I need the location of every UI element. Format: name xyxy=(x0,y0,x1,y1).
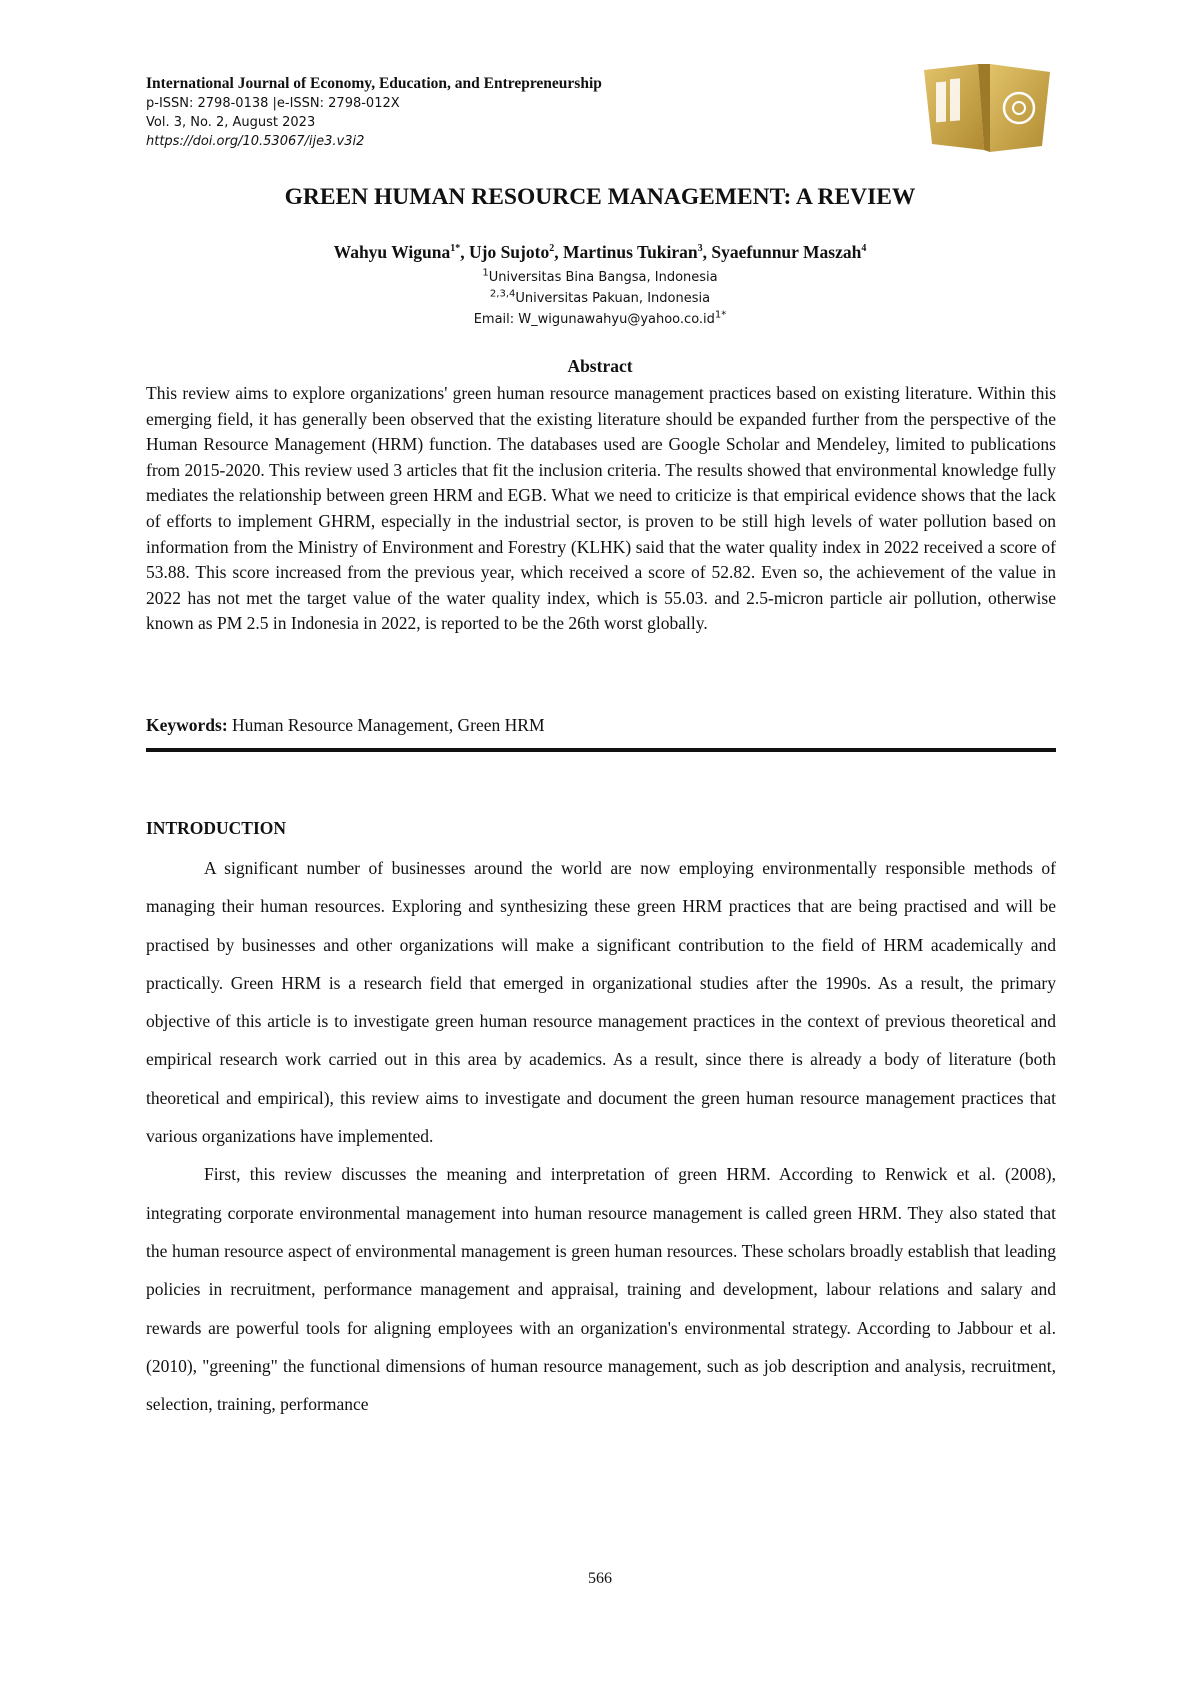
author-list: Wahyu Wiguna$^{1*}$, Ujo Sujoto$^2$, Martinus Tukiran$^3$, Syaefunnur Maszah$^4$ xyxy=(333,242,867,262)
paper-title: GREEN HUMAN RESOURCE MANAGEMENT: A REVIEW xyxy=(284,184,916,210)
affiliation-superscript: 1 xyxy=(482,267,489,279)
section-divider xyxy=(146,748,1056,752)
email-superscript: 1* xyxy=(714,309,727,321)
author-superscript: 2 xyxy=(549,243,555,255)
affiliation-1 xyxy=(0,267,1200,285)
author-name: Ujo Sujoto xyxy=(468,242,550,262)
affiliation-text: Universitas Bina Bangsa, Indonesia xyxy=(488,270,718,285)
keywords-line xyxy=(146,715,545,736)
affiliation-superscript: 2,3,4 xyxy=(489,288,516,300)
author-name: Syaefunnur Maszah xyxy=(711,242,862,262)
journal-issn: p-ISSN: 2798-0138 |e-ISSN: 2798-012X xyxy=(146,96,400,111)
journal-doi-link[interactable]: https://doi.org/10.53067/ije3.v3i2 xyxy=(146,134,365,149)
corresponding-email xyxy=(0,309,1200,327)
journal-title: International Journal of Economy, Education, and Entrepreneurship xyxy=(146,75,602,92)
author-name: Wahyu Wiguna xyxy=(333,242,451,262)
abstract-body: This review aims to explore organizations' green human resource management practices based on existing literature. Within this emerging field, it has generally been observed that the existing literature should be expanded further from the perspective of the Human Resource Management (HRM) function. The databases used are Google Scholar and Mendeley, limited to publications from 2015-2020. This review used 3 articles that fit the inclusion criteria. The results showed that environmental knowledge fully mediates the relationship between green HRM and EGB. What we need to criticize is that empirical evidence shows that the lack of efforts to implement GHRM, especially in the industrial sector, is proven to be still high levels of water pollution based on information from the Ministry of Environment and Forestry (KLHK) said that the water quality index in 2022 received a score of 53.88. This score increased from the previous year, which received a score of 52.82. Even so, the achievement of the value in 2022 has not met the target value of the water quality index, which is 55.03. and 2.5-micron particle air pollution, otherwise known as PM 2.5 in Indonesia in 2022, is reported to be the 26th worst globally. xyxy=(146,383,1056,634)
author-name: Martinus Tukiran xyxy=(562,242,698,262)
introduction-paragraph: A significant number of businesses around the world are now employing environmentally responsible methods of managing their human resources. Exploring and synthesizing these green HRM practices that are being practised and will be practised by businesses and other organizations will make a significant contribution to the field of HRM academically and practically. Green HRM is a research field that emerged in organizational studies after the 1990s. As a result, the primary objective of this article is to investigate green human resource management practices in the context of previous theoretical and empirical research work carried out in this area by academics. As a result, since there is already a body of literature (both theoretical and empirical), this review aims to investigate and document the green human resource management practices that various organizations have implemented. xyxy=(146,858,1056,1147)
journal-header xyxy=(146,74,846,151)
introduction-body xyxy=(146,849,1056,1423)
author-superscript: 1* xyxy=(450,243,461,255)
author-superscript: 4 xyxy=(861,243,867,255)
introduction-heading: INTRODUCTION xyxy=(146,818,287,838)
author-superscript: 3 xyxy=(697,243,703,255)
email-text[interactable]: Email: W_wigunawahyu@yahoo.co.id xyxy=(473,312,715,327)
affiliation-text: Universitas Pakuan, Indonesia xyxy=(515,291,711,306)
keywords-label: Keywords: xyxy=(146,715,228,735)
journal-volume: Vol. 3, No. 2, August 2023 xyxy=(146,115,316,130)
introduction-paragraph: First, this review discusses the meaning and interpretation of green HRM. According to Renwick et al. (2008), integrating corporate environmental management into human resource management is called green HRM. They also stated that the human resource aspect of environmental management is green human resources. These scholars broadly establish that leading policies in recruitment, performance management and appraisal, training and development, labour relations and salary and rewards are powerful tools for aligning employees with an organization's environmental strategy. According to Jabbour et al. (2010), "greening" the functional dimensions of human resource management, such as job description and analysis, recruitment, selection, training, performance xyxy=(146,1164,1056,1415)
journal-book-logo xyxy=(918,62,1056,154)
page-number: 566 xyxy=(588,1570,612,1587)
abstract-heading: Abstract xyxy=(567,356,633,376)
keywords-text: Human Resource Management, Green HRM xyxy=(232,715,545,735)
affiliation-2 xyxy=(0,288,1200,306)
